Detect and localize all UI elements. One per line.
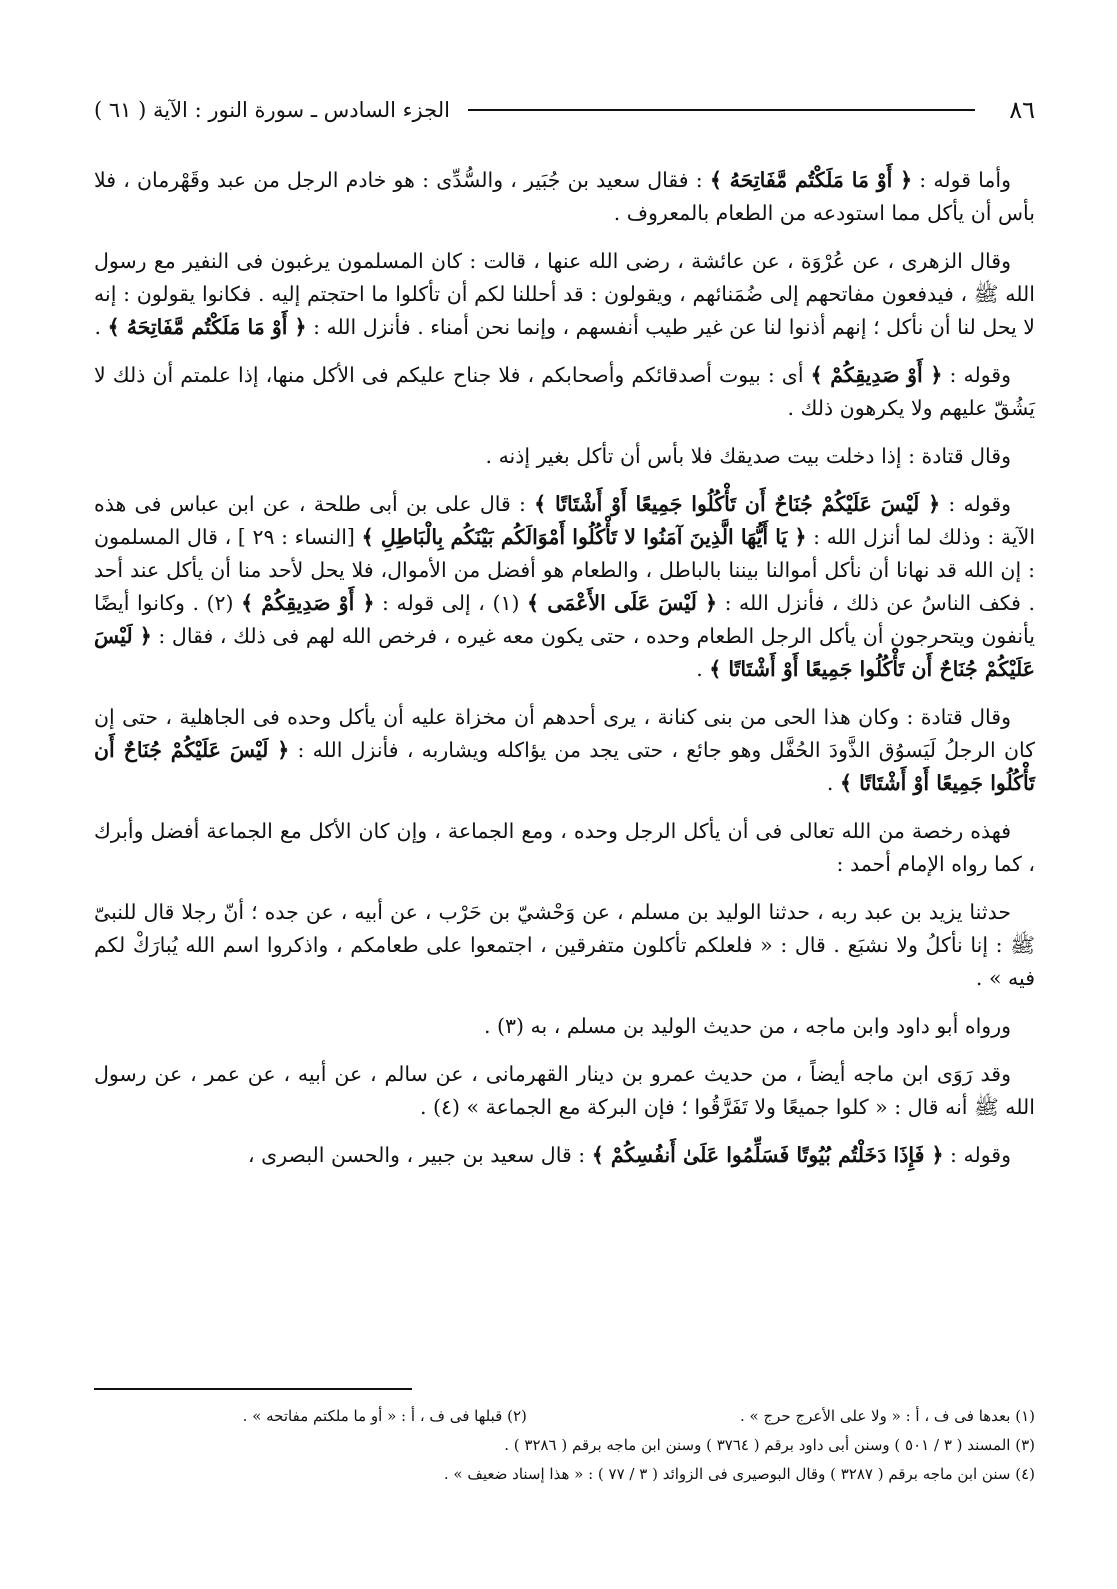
- text-segment: حدثنا يزيد بن عبد ربه ، حدثنا الوليد بن مسلم ، عن وَحْشيّ بن حَرْب ، عن أبيه ، عن جده ؛ أنّ رجلا قال للنبىّ ﷺ : إنا نأكلُ ولا نشبَع . قال : « فلعلكم تأكلون متفرقين ، اجتمعوا على طعامكم ، واذكروا اسم الله يُبارَكْ لكم فيه » .: [94, 900, 1035, 990]
- paragraph: [94, 1058, 1035, 1124]
- text-segment: فهذه رخصة من الله تعالى فى أن يأكل الرجل وحده ، ومع الجماعة ، وإن كان الأكل مع الجماعة أفضل وأبرك ، كما رواه الإمام أحمد :: [94, 819, 1035, 876]
- text-segment: (٢) . وكانوا أيضًا يأنفون ويتحرجون أن يأكل الرجل الطعام وحده ، حتى يكون معه غيره ، فرخص الله لهم فى ذلك ، فقال :: [94, 591, 1035, 648]
- text-segment: وقال قتادة : وكان هذا الحى من بنى كنانة ، يرى أحدهم أن مخزاة عليه أن يأكل وحده فى الجاهلية ، حتى إن كان الرجلُ لَيَسوُق الذَّودَ الحُفَّل وهو جائع ، حتى يجد من يؤاكله ويشاربه ، فأنزل الله :: [94, 705, 1035, 762]
- quran-verse: ﴿ لَيْسَ عَلَى الأَعْمَى ﴾: [527, 591, 718, 615]
- text-segment: : فقال سعيد بن جُبَير ، والسُّدِّى : هو خادم الرجل من عبد وقَهْرمان ، فلا بأس أن يأكل مما استودعه من الطعام بالمعروف .: [94, 168, 1035, 225]
- quran-verse: ﴿ يَا أَيُّهَا الَّذِينَ آمَنُوا لا تَأْكُلُوا أَمْوَالَكُم بَيْنَكُم بِالْبَاطِلِ ﴾: [361, 525, 807, 549]
- quran-verse: ﴿ أَوْ مَا مَلَكْتُم مَّفَاتِحَهُ ﴾: [709, 168, 913, 192]
- text-segment: : قال سعيد بن جبير ، والحسن البصرى ،: [248, 1143, 592, 1167]
- text-segment: .: [696, 657, 710, 681]
- footnote-separator: [94, 1388, 412, 1390]
- page-number: ٨٦: [1009, 96, 1035, 124]
- quran-verse: ﴿ أَوْ صَدِيقِكُمْ ﴾: [810, 363, 943, 387]
- text-segment: وقوله :: [940, 492, 1012, 516]
- quran-verse: ﴿ لَيْسَ عَلَيْكُمْ جُنَاحٌ أَن تَأْكُلُوا جَمِيعًا أَوْ أَشْتَاتًا ﴾: [94, 624, 1035, 681]
- paragraph: [94, 440, 1035, 473]
- footnote-3: (٣) المسند ( ٣ / ٥٠١ ) وسنن أبى داود برقم ( ٣٧٦٤ ) وسنن ابن ماجه برقم ( ٣٢٨٦ ) .: [504, 1436, 1035, 1454]
- paragraph: [94, 164, 1035, 230]
- footnote-1: (١) بعدها فى ف ، أ : « ولا على الأعرج حرج » .: [739, 1407, 1035, 1425]
- footnotes: [94, 1402, 1035, 1489]
- paragraph: [94, 896, 1035, 995]
- quran-verse: ﴿ لَيْسَ عَلَيْكُمْ جُنَاحٌ أَن تَأْكُلُوا جَمِيعًا أَوْ أَشْتَاتًا ﴾: [94, 738, 1035, 795]
- running-header: [94, 90, 1035, 130]
- running-title: الجزء السادس ـ سورة النور : الآية ( ٦١ ): [94, 98, 450, 122]
- paragraph: [94, 245, 1035, 344]
- text-segment: .: [826, 771, 840, 795]
- paragraph: [94, 1010, 1035, 1043]
- text-segment: وقد رَوَى ابن ماجه أيضاً ، من حديث عمرو بن دينار القهرمانى ، عن سالم ، عن أبيه ، عن عمر ، عن رسول الله ﷺ أنه قال : « كلوا جميعًا ولا تَفَرَّقُوا ؛ فإن البركة مع الجماعة » (٤) .: [94, 1062, 1035, 1119]
- footnote-2: (٢) قبلها فى ف ، أ : « أو ما ملكتم مفاتحه » .: [242, 1407, 527, 1425]
- book-page: [94, 90, 1035, 1589]
- paragraph: [94, 359, 1035, 425]
- footnote-row: [94, 1402, 1035, 1431]
- body-text: [94, 164, 1035, 1172]
- text-segment: وقوله :: [943, 1143, 1011, 1167]
- text-segment: [النساء : ٢٩ ] ، قال المسلمون : إن الله قد نهانا أن نأكل أموالنا بيننا بالباطل ، والطعام هو أفضل من الأموال، فلا يحل لأحد منا أن يأكل عند أحد . فكف الناسُ عن ذلك ، فأنزل الله :: [94, 525, 1035, 615]
- quran-verse: ﴿ أَوْ صَدِيقِكُمْ ﴾: [241, 591, 375, 615]
- paragraph: [94, 1139, 1035, 1172]
- text-segment: .: [94, 315, 108, 339]
- paragraph: [94, 488, 1035, 686]
- paragraph: [94, 701, 1035, 800]
- text-segment: وقال الزهرى ، عن عُرْوَة ، عن عائشة ، رضى الله عنها ، قالت : كان المسلمون يرغبون فى النفير مع رسول الله ﷺ ، فيدفعون مفاتحهم إلى ضُمَنائهم ، ويقولون : قد أحللنا لكم أن تأكلوا ما احتجتم إليه . فكانوا يقولون : إنه لا يحل لنا أن نأكل ؛ إنهم أذنوا لنا عن غير طيب أنفسهم ، وإنما نحن أمناء . فأنزل الله :: [94, 249, 1035, 339]
- text-segment: وقال قتادة : إذا دخلت بيت صديقك فلا بأس أن تأكل بغير إذنه .: [485, 444, 1011, 468]
- quran-verse: ﴿ فَإِذَا دَخَلْتُم بُيُوتًا فَسَلِّمُوا عَلَىٰ أَنفُسِكُمْ ﴾: [591, 1143, 944, 1167]
- text-segment: (١) ، إلى قوله :: [374, 591, 528, 615]
- quran-verse: ﴿ لَيْسَ عَلَيْكُمْ جُنَاحٌ أَن تَأْكُلُوا جَمِيعًا أَوْ أَشْتَاتًا ﴾: [534, 492, 941, 516]
- text-segment: ورواه أبو داود وابن ماجه ، من حديث الوليد بن مسلم ، به (٣) .: [483, 1014, 1011, 1038]
- footnote-4: (٤) سنن ابن ماجه برقم ( ٣٢٨٧ ) وقال البوصيرى فى الزوائد ( ٣ / ٧٧ ) : « هذا إسناد ضعيف » .: [443, 1465, 1035, 1483]
- text-segment: : قال على بن أبى طلحة ، عن ابن عباس فى هذه الآية : وذلك لما أنزل الله :: [94, 492, 1036, 549]
- text-segment: وأما قوله :: [912, 168, 1011, 192]
- text-segment: أى : بيوت أصدقائكم وأصحابكم ، فلا جناح عليكم فى الأكل منها، إذا علمتم أن ذلك لا يَشُقّ عليهم ولا يكرهون ذلك .: [94, 363, 1035, 420]
- text-segment: وقوله :: [942, 363, 1011, 387]
- quran-verse: ﴿ أَوْ مَا مَلَكْتُم مَّفَاتِحَهُ ﴾: [107, 315, 307, 339]
- paragraph: [94, 815, 1035, 881]
- header-rule: [468, 109, 975, 111]
